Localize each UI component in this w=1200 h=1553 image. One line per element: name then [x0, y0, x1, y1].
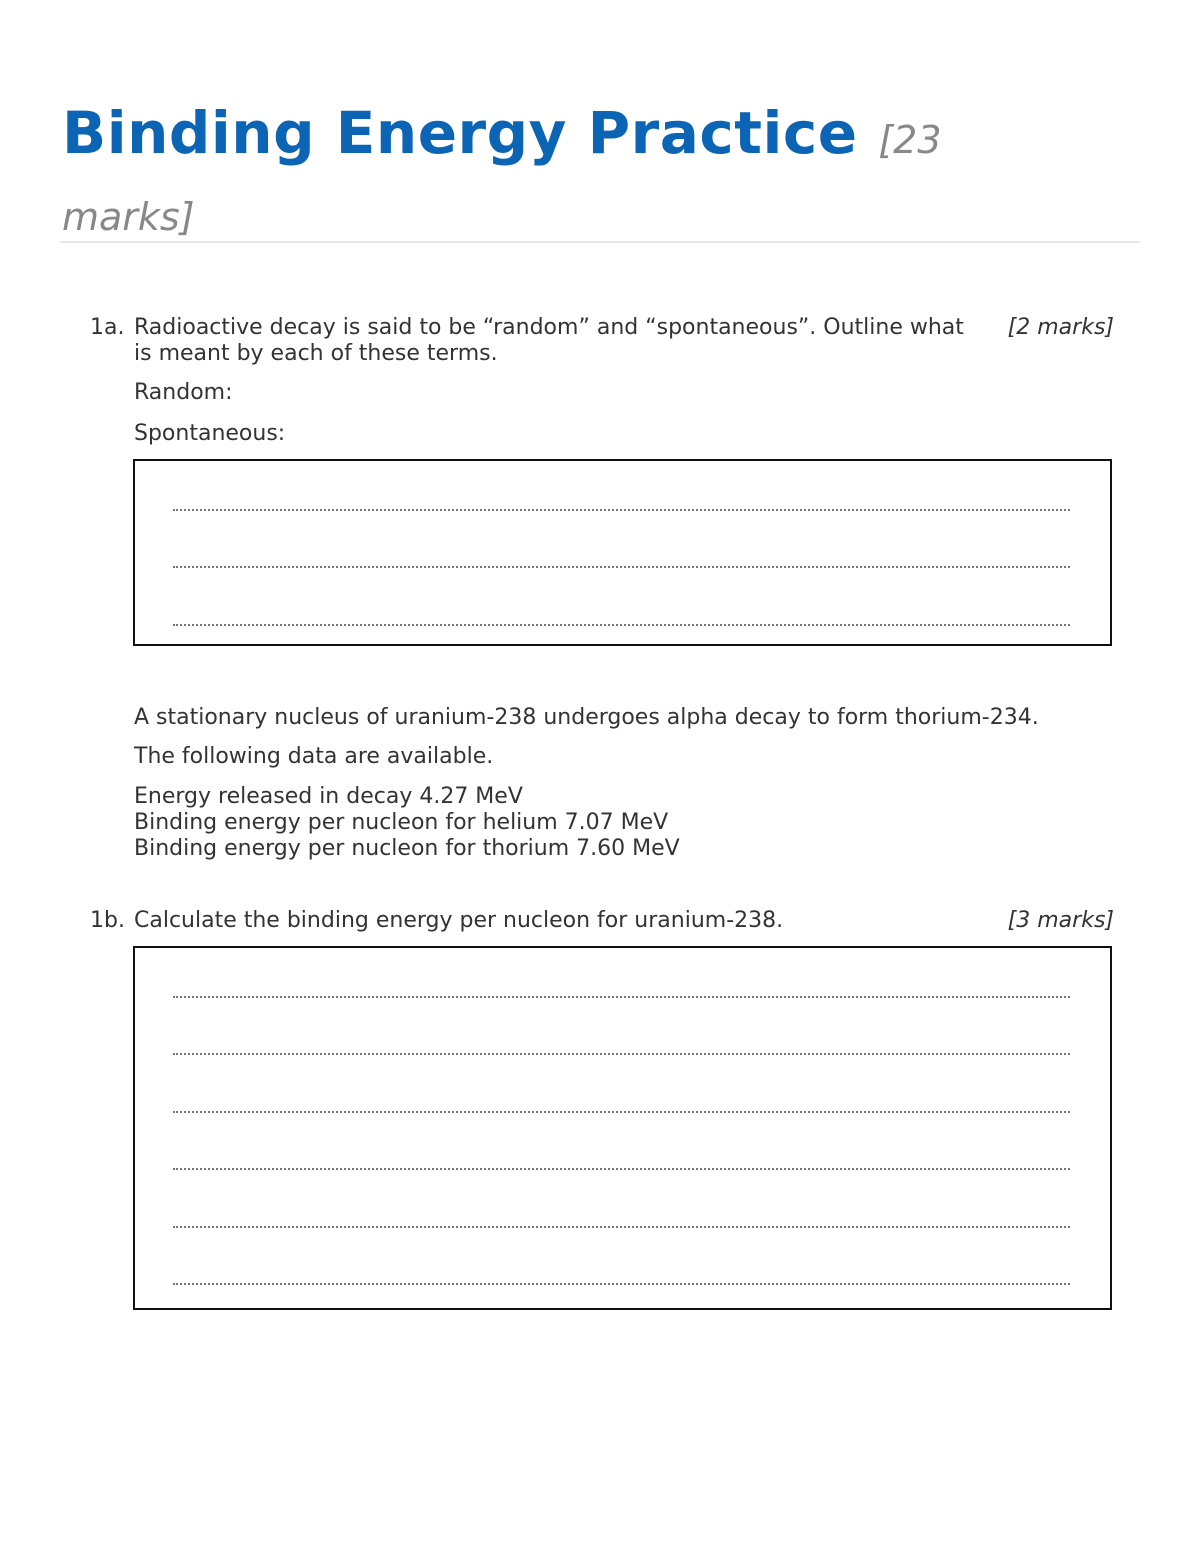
prompt-spontaneous: Spontaneous:: [134, 421, 286, 446]
question-number-1b: 1b.: [90, 908, 125, 933]
answer-line: [173, 1111, 1070, 1113]
title-text: Binding Energy Practice: [62, 99, 858, 167]
data-helium-binding-energy: Binding energy per nucleon for helium 7.07 MeV: [134, 810, 669, 835]
data-energy-released: Energy released in decay 4.27 MeV: [134, 784, 523, 809]
answer-line: [173, 1226, 1070, 1228]
total-marks: [23 marks]: [62, 118, 942, 239]
data-intro: The following data are available.: [134, 744, 494, 769]
answer-line: [173, 1053, 1070, 1055]
prompt-random: Random:: [134, 380, 233, 405]
answer-line: [173, 566, 1070, 568]
question-text-1b: Calculate the binding energy per nucleon for uranium-238.: [134, 908, 784, 933]
data-thorium-binding-energy: Binding energy per nucleon for thorium 7.60 MeV: [134, 836, 680, 861]
question-marks-1a: [2 marks]: [1007, 315, 1114, 340]
context-intro: A stationary nucleus of uranium-238 undergoes alpha decay to form thorium-234.: [134, 705, 1039, 730]
answer-line: [173, 1168, 1070, 1170]
answer-line: [173, 509, 1070, 511]
title-divider: [60, 241, 1140, 243]
answer-line: [173, 1283, 1070, 1285]
question-marks-1b: [3 marks]: [1007, 908, 1114, 933]
question-text-1a: Radioactive decay is said to be “random” and “spontaneous”. Outline what is meant by each of these terms.: [134, 315, 964, 366]
answer-line: [173, 624, 1070, 626]
question-number-1a: 1a.: [90, 315, 125, 340]
answer-box-1b[interactable]: [133, 946, 1112, 1310]
answer-box-1a[interactable]: [133, 459, 1112, 646]
page-title: [62, 98, 1062, 252]
answer-line: [173, 996, 1070, 998]
